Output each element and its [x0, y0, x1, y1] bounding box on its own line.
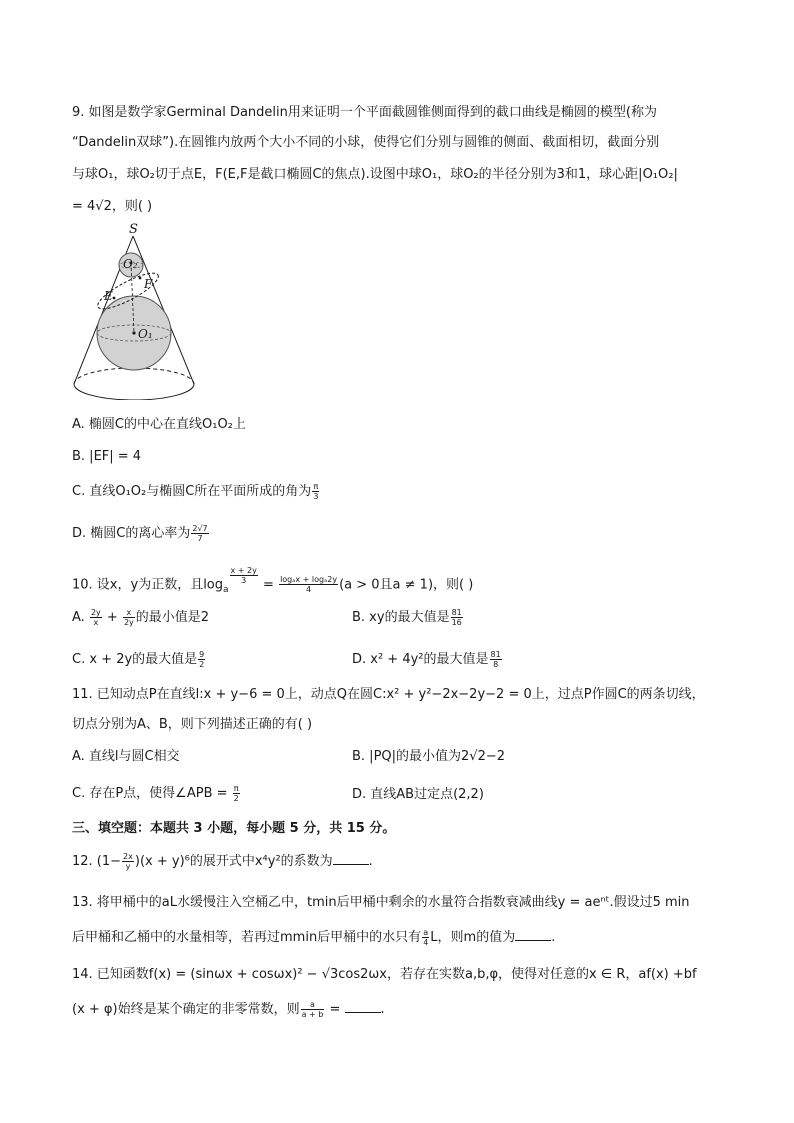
q9-line-2: “Dandelin双球”).在圆锥内放两个大小不同的小球，使得它们分别与圆锥的侧面、截面相切，截面分别 [72, 135, 660, 150]
q9-option-c: C. 直线O₁O₂与椭圆C所在平面所成的角为 $\frac{\pi}{3}$ [72, 482, 319, 501]
q13-answer-blank[interactable] [515, 928, 551, 941]
q11-option-d: D. 直线AB过定点(2,2) [352, 787, 484, 802]
q12: 12. (1− $\frac{2x}{y}$ )(x + y)⁶的展开式中x⁴y²的系数为 . [72, 852, 373, 871]
label-e: E [104, 289, 113, 303]
q11-option-b: B. |PQ|的最小值为2√2−2 [352, 749, 506, 764]
q10-stem: 10. 设x，y为正数，且$\log_a$ $\frac{x + 2y}{3}$ = $\frac{\text{logₐx + logₐ2y}}{4}$ (a > 0且a ≠ 1)，则( ) [72, 566, 474, 595]
q12-answer-blank[interactable] [333, 852, 369, 865]
label-o2: O₂ [123, 257, 138, 271]
q9-line-1: 9. 如图是数学家Germinal Dandelin用来证明一个平面截圆锥侧面得到的截口曲线是椭圆的模型(称为 [72, 105, 657, 120]
q13-line-1: 13. 将甲桶中的aL水缓慢注入空桶乙中，tmin后甲桶中剩余的水量符合指数衰减曲线y = aeⁿᵗ.假设过5 min [72, 895, 690, 910]
q9-option-a: A. 椭圆C的中心在直线O₁O₂上 [72, 417, 246, 432]
q14-line-2: (x + φ)始终是某个确定的非零常数，则 $\frac{a}{a + b}$ = . [72, 1000, 385, 1019]
q11-line-2: 切点分别为A、B，则下列描述正确的有( ) [72, 717, 313, 732]
label-f: F [144, 277, 153, 291]
q11-option-a: A. 直线l与圆C相交 [72, 749, 180, 764]
q9-option-d: D. 椭圆C的离心率为 $\frac{2√7}{7}$ [72, 524, 208, 543]
q14-answer-blank[interactable] [345, 1000, 381, 1013]
q10-option-a: A. $\frac{2y}{x}$ + $\frac{x}{2y}$ 的最小值是2 [72, 608, 210, 627]
q11-line-1: 11. 已知动点P在直线l:x + y−6 = 0上，动点Q在圆C:x² + y²−2x−2y−2 = 0上，过点P作圆C的两条切线， [72, 687, 705, 702]
q14-line-1: 14. 已知函数f(x) = (sinωx + cosωx)² − √3cos2ωx，若存在实数a,b,φ，使得对任意的x ∈ R，af(x) +bf [72, 967, 697, 982]
q13-line-2: 后甲桶和乙桶中的水量相等，若再过mmin后甲桶中的水只有 $\frac{a}{4}$ L，则m的值为 . [72, 928, 556, 947]
label-o1: O₁ [138, 327, 153, 341]
q10-option-b: B. xy的最大值是 $\frac{81}{16}$ [352, 608, 462, 627]
q9-line-3: 与球O₁，球O₂切于点E，F(E,F是截口椭圆C的焦点).设图中球O₁，球O₂的半径分别为3和1，球心距|O₁O₂| [72, 167, 678, 182]
q10-option-d: D. x² + 4y²的最大值是 $\frac{81}{8}$ [352, 650, 501, 669]
q10-option-c: C. x + 2y的最大值是 $\frac{9}{2}$ [72, 650, 205, 669]
dandelin-spheres-figure [68, 220, 204, 400]
q9-line-4: = 4√2，则( ) [72, 199, 153, 214]
label-s: S [129, 222, 138, 237]
q9-option-b: B. |EF| = 4 [72, 449, 142, 464]
q11-option-c: C. 存在P点，使得∠APB = $\frac{\pi}{2}$ [72, 784, 239, 803]
section-3-heading: 三、填空题：本题共 3 小题，每小题 5 分，共 15 分。 [72, 821, 396, 836]
